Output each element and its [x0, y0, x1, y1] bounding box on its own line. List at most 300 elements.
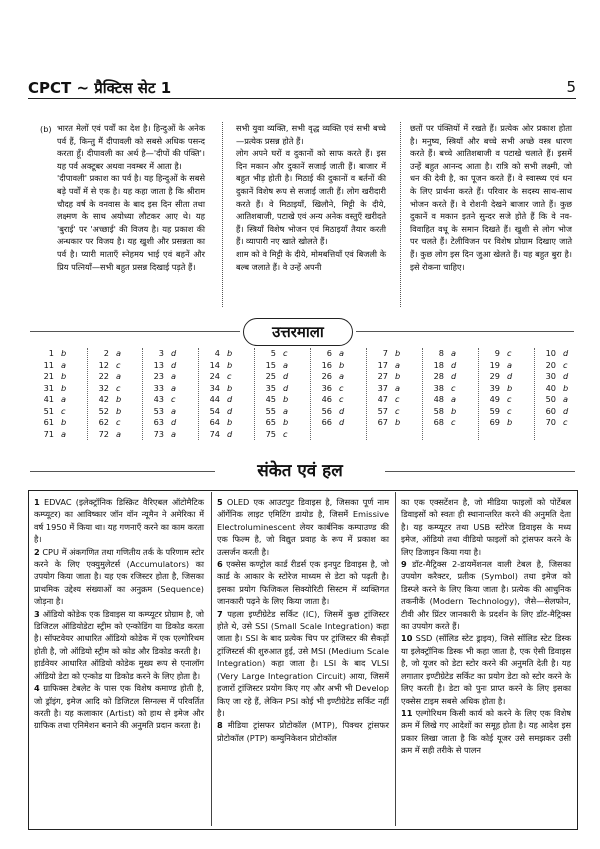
solutions-column-1	[34, 496, 204, 732]
solution-number: 8	[217, 720, 223, 731]
answer-option: b	[61, 348, 67, 358]
solution-item	[34, 657, 204, 682]
passage-paragraph: छतों पर पंक्तियों में रखते हैं। प्रत्येक ओर प्रकाश होता है। मनुष्य, स्त्रियाँ और बच्चे सभी अच्छे वस्त्र धारण करते हैं। बच्चे आतिशबाजी व पटाखे चलाते हैं। इसमें उन्हें बहुत आनन्द आता है। रात्रि को सभी लक्ष्मी, जो धन की देवी है, का पूजन करते हैं। वे स्वास्थ्य एवं धन के लिए प्रार्थना करते हैं। परिवार के सदस्य साथ-साथ भोजन करते हैं। वे रोशनी देखने बाजार जाते हैं। कुछ दुकानें व मकान इतने सुन्दर सजे होते हैं कि वे नव-विवाहित वधू के समान दिखते हैं। खुशी से लोग भोज पर चलते हैं। टेलीविजन पर विशेष प्रोग्राम दिखाए जाते हैं। कुछ लोग इस दिन जुआ खेलते हैं। यह बहुत बुरा है। इसे रोकना चाहिए।	[410, 123, 572, 272]
passage-paragraph: 'दीपावली' प्रकाश का पर्व है। यह हिन्दुओं के सबसे बड़े पर्वों में से एक है। यह कहा जाता है कि श्रीराम चौदह वर्ष के वनवास के बाद इस दिन सीता तथा लक्ष्मण के साथ अयोध्या लौटकर आए थे। यह 'बुराई' पर 'अच्छाई' की विजय है। यह प्रकाश की अन्धकार पर विजय है। यह खुशी और प्रसन्नता का पर्व है। प्यारी माताएँ स्नेहमय भाई एवं बहनें और प्रिय पत्नियाँ—सभी बहुत प्रसन्न दिखाई पड़ते हैं।	[57, 173, 205, 272]
solution-item	[401, 558, 571, 632]
answer-option: c	[395, 405, 400, 416]
question-number: 38	[433, 382, 444, 393]
answer-option: d	[339, 405, 345, 416]
question-number: 36	[321, 382, 332, 393]
answer-row	[422, 417, 478, 429]
question-number: 2	[103, 348, 109, 358]
answer-option: d	[283, 382, 289, 393]
solution-text: हार्डवेयर आधारित ऑडियो कोडेक मुख्य रूप से एनालॉग ऑडियो डेटा को एन्कोड या डिकोड करने के लिए होता है।	[34, 658, 204, 681]
question-number: 52	[98, 405, 109, 416]
question-number: 51	[43, 405, 54, 416]
answer-row	[87, 406, 143, 418]
question-number: 58	[433, 405, 444, 416]
question-number: 30	[545, 371, 556, 381]
answer-row	[254, 394, 310, 406]
answer-row	[310, 360, 366, 372]
answer-option: c	[507, 348, 512, 358]
question-number: 11	[43, 359, 54, 370]
page-header	[28, 76, 576, 98]
answer-option: b	[395, 417, 401, 427]
answer-option: c	[171, 394, 176, 404]
answer-row	[478, 371, 534, 383]
question-number: 26	[321, 371, 332, 381]
answer-option: d	[227, 394, 233, 404]
question-number: 70	[545, 417, 556, 427]
answer-row	[422, 371, 478, 383]
answer-column-divider	[366, 348, 367, 440]
answer-row	[478, 417, 534, 429]
question-number: 4	[214, 348, 220, 358]
answer-row	[198, 348, 254, 360]
answer-row	[478, 406, 534, 418]
answer-option: c	[339, 394, 344, 404]
answer-row	[422, 360, 478, 372]
answer-option: b	[507, 382, 513, 393]
answer-option: a	[395, 359, 401, 370]
answer-column-divider	[478, 348, 479, 440]
answer-row	[254, 383, 310, 395]
answer-row	[87, 417, 143, 429]
answer-row	[310, 371, 366, 383]
solution-text: SSD (सॉलिड स्टेट ड्राइव), जिसे सॉलिड स्टेट डिस्क या इलेक्ट्रॉनिक डिस्क भी कहा जाता है, एक ऐसी डिवाइस है, जो यूजर को डेटा स्टोर करने की अनुमति देती है। यह लगातार इण्टीग्रेटेड सर्किट का प्रयोग डेटा को स्टोर करने के लिए करती है। डेटा को पुनः प्राप्त करने के लिए इसका एक्सेस टाइम सबसे अधिक होता है।	[401, 633, 571, 706]
answer-option: c	[563, 417, 568, 427]
answer-option: a	[61, 359, 67, 370]
answer-option: b	[339, 359, 345, 370]
answer-option: b	[227, 359, 233, 370]
solution-item	[401, 496, 571, 558]
answer-option: a	[61, 394, 67, 404]
solution-text: एल्गोरिथम किसी कार्य को करने के लिए एक विशेष क्रम में लिखे गए आदेशों का समूह होता है। यह आदेश इस प्रकार लिखा जाता है कि कोई यूजर उसे समझकर उसी क्रम में सही तरीके से पालन	[401, 707, 571, 756]
question-number: 14	[209, 359, 220, 370]
solution-text: ऑडियो कोडेक एक डिवाइस या कम्प्यूटर प्रोग्राम है, जो डिजिटल ऑडियोडेटा स्ट्रीम को एन्कोडिंग या डिकोड करता है। सॉफ्टवेयर आधारित ऑडियो कोडेक में एक एल्गोरिथम होती है, जो ऑडियो स्ट्रीम को कोड और डिकोड करती है।	[34, 608, 204, 656]
question-number: 61	[43, 417, 54, 427]
answer-option: c	[116, 417, 121, 427]
solution-number: 6	[217, 559, 223, 570]
question-number: 35	[265, 382, 276, 393]
answer-option: b	[507, 417, 513, 427]
answer-option: a	[171, 405, 177, 416]
question-number: 29	[489, 371, 500, 381]
question-number: 21	[43, 371, 54, 381]
passage-column-1	[57, 122, 205, 273]
answer-option: c	[283, 348, 288, 358]
answer-option: c	[116, 359, 121, 370]
passage-paragraph: लोग अपने घरों व दुकानों को साफ करते हैं। इस दिन मकान और दुकानें सजाई जाती हैं। बाजार में बहुत भीड़ होती है। मिठाई की दुकानों व बर्तनों की दुकानें विशेष रूप से सजाई जाती हैं। लोग खरीदारी करते हैं। वे मिठाइयाँ, खिलौने, मिट्टी के दीये, आतिशबाजी, पटाखे एवं अन्य अनेक वस्तुएँ खरीदते हैं। स्त्रियाँ विशेष भोजन एवं मिठाइयाँ तैयार करती हैं। व्यापारी नए खाते खोलते हैं।	[236, 148, 386, 247]
answer-option: a	[116, 428, 122, 439]
question-number: 48	[433, 394, 444, 404]
answer-option: d	[451, 359, 457, 370]
answer-option: a	[61, 428, 67, 439]
answer-row	[32, 429, 88, 441]
question-number: 17	[377, 359, 388, 370]
answer-option: c	[451, 382, 456, 393]
solution-item	[34, 496, 204, 546]
question-number: 64	[209, 417, 220, 427]
question-number: 39	[489, 382, 500, 393]
solution-text: CPU में अंकगणित तथा गणितीय तर्क के परिणाम स्टोर करने के लिए एक्युमुलेटर्स (Accumulators) का उपयोग किया जाता है। यह एक रजिस्टर होता है, जिसका प्राथमिक उद्देश्य संख्याओं का अनुक्रम (Sequence) जोड़ना है।	[34, 546, 204, 607]
question-number: 57	[377, 405, 388, 416]
question-number: 59	[489, 405, 500, 416]
solution-number: 5	[217, 497, 223, 507]
question-number: 27	[377, 371, 388, 381]
answer-option: b	[61, 417, 67, 427]
answer-option: a	[171, 371, 177, 381]
solution-number: 2	[34, 546, 40, 557]
answer-row	[32, 406, 88, 418]
answer-option: a	[507, 359, 513, 370]
answer-row	[198, 406, 254, 418]
question-number: 63	[153, 417, 164, 427]
question-number: 60	[545, 405, 556, 416]
solution-item	[217, 719, 389, 744]
question-number: 32	[98, 382, 109, 393]
question-number: 67	[377, 417, 388, 427]
question-number: 71	[43, 428, 54, 439]
answer-option: b	[283, 417, 289, 427]
question-number: 53	[153, 405, 164, 416]
answer-row	[87, 360, 143, 372]
answer-row	[142, 371, 198, 383]
answer-option: d	[171, 359, 177, 370]
question-number: 34	[209, 382, 220, 393]
answer-option: d	[563, 371, 569, 381]
answer-option: a	[563, 394, 569, 404]
question-number: 16	[321, 359, 332, 370]
question-number: 7	[382, 348, 388, 358]
answer-option: d	[171, 348, 177, 358]
answer-row	[310, 383, 366, 395]
answer-option: b	[227, 348, 233, 358]
answer-column	[422, 348, 478, 429]
question-number: 22	[98, 371, 109, 381]
heading-rule	[385, 471, 575, 472]
question-number: 24	[209, 371, 220, 381]
answer-option: b	[451, 405, 457, 416]
answer-column-divider	[534, 348, 535, 440]
answer-row	[32, 360, 88, 372]
solution-text: डॉट-मैट्रिक्स 2-डायमेंशनल वाली टेबल है, जिसका उपयोग करैक्टर, प्रतीक (Symbol) तथा इमेज को डिस्प्ले करने के लिए किया जाता है। प्रत्येक की आधुनिक तकनीकें (Modern Technology), जैसे—सेलफोन, टीवी और प्रिंटर जानकारी के प्रदर्शन के लिए डॉट-मैट्रिक्स का उपयोग करते हैं।	[401, 559, 571, 632]
answer-row	[366, 360, 422, 372]
answer-option: a	[395, 382, 401, 393]
answer-option: b	[227, 382, 233, 393]
heading-rule	[30, 471, 215, 472]
answer-row	[142, 383, 198, 395]
answer-option: a	[171, 382, 177, 393]
question-number: 75	[265, 428, 276, 439]
answer-row	[142, 406, 198, 418]
answer-option: a	[171, 428, 177, 439]
column-divider	[211, 492, 212, 826]
answer-option: a	[339, 371, 345, 381]
answer-option: d	[283, 371, 289, 381]
answer-option: d	[507, 371, 513, 381]
question-number: 10	[545, 348, 556, 358]
answer-column-divider	[422, 348, 423, 440]
passage-paragraph: सभी युवा व्यक्ति, सभी वृद्ध व्यक्ति एवं सभी बच्चे—प्रत्येक प्रसन्न होते हैं।	[236, 123, 386, 146]
question-number: 45	[265, 394, 276, 404]
page-number: 5	[566, 78, 576, 96]
answer-option: d	[563, 348, 569, 358]
answer-column-divider	[142, 348, 143, 440]
answer-row	[32, 348, 88, 360]
answer-row	[198, 371, 254, 383]
solution-number: 4	[34, 683, 40, 694]
solutions-heading: संकेत एवं हल	[257, 461, 343, 481]
answer-option: b	[395, 348, 401, 358]
answer-row	[366, 394, 422, 406]
answer-option: a	[451, 348, 457, 358]
answer-option: c	[227, 371, 232, 381]
answer-row	[254, 371, 310, 383]
solution-text: एक्सेस कण्ट्रोल कार्ड रीडर्स एक इनपुट डिवाइस है, जो कार्ड के आकार के स्टोरेज माध्यम से डेटा को पढ़ती है। इसका प्रयोग फिजिकल सिक्योरिटी सिस्टम में व्यक्तिगत जानकारी पढ़ने के लिए किया जाता है।	[217, 559, 389, 607]
question-number: 31	[43, 382, 54, 393]
answer-row	[142, 348, 198, 360]
question-number: 28	[433, 371, 444, 381]
answer-row	[310, 394, 366, 406]
answer-row	[32, 394, 88, 406]
question-number: 74	[209, 428, 220, 439]
question-number: 25	[265, 371, 276, 381]
passage-column-2	[236, 122, 386, 273]
answer-option: b	[227, 417, 233, 427]
answer-option: c	[451, 417, 456, 427]
answer-column	[534, 348, 590, 429]
solution-item	[217, 608, 389, 720]
answer-row	[87, 394, 143, 406]
solution-text: पहला इण्टीग्रेटेड सर्किट (IC), जिसमें कुछ ट्रांजिस्टर होते थे, उसे SSI (Small Scale Integration) कहा जाता है। SSI के बाद प्रत्येक चिप पर ट्रांजिस्टर की सैकड़ों ट्रांजिस्टर्स की शुरुआत हुई, उसे MSI (Medium Scale Integration) कहा जाता है। LSI के बाद VLSI (Very Large Integration Circuit) आया, जिसमें हजारों ट्रांजिस्टर प्रयोग किए गए और अभी भी Develop किए जा रहे हैं, लेकिन PSI कोई भी इण्टीग्रेटेड सर्किट नहीं है।	[217, 608, 389, 718]
question-number: 40	[545, 382, 556, 393]
answer-option: c	[395, 394, 400, 404]
solution-item	[401, 632, 571, 706]
question-number: 50	[545, 394, 556, 404]
answer-row	[534, 360, 590, 372]
question-number: 56	[321, 405, 332, 416]
answer-row	[198, 429, 254, 441]
passage-column-3	[410, 122, 572, 273]
answer-column-divider	[254, 348, 255, 440]
column-divider	[395, 492, 396, 826]
answer-row	[87, 383, 143, 395]
answer-option: c	[563, 359, 568, 370]
answer-row	[534, 348, 590, 360]
solution-number: 11	[401, 707, 413, 718]
solution-item	[34, 608, 204, 658]
question-number: 15	[265, 359, 276, 370]
answer-option: a	[451, 394, 457, 404]
answer-option: b	[61, 382, 67, 393]
solution-number: 1	[34, 497, 40, 507]
answer-row	[32, 371, 88, 383]
question-number: 66	[321, 417, 332, 427]
question-number: 3	[158, 348, 164, 358]
question-number: 54	[209, 405, 220, 416]
solution-item	[34, 546, 204, 608]
solution-number: 3	[34, 608, 40, 619]
question-number: 8	[438, 348, 444, 358]
answer-option: b	[116, 405, 122, 416]
question-number: 41	[43, 394, 54, 404]
header-rule	[28, 98, 576, 99]
answer-row	[142, 417, 198, 429]
answer-row	[254, 360, 310, 372]
solution-item	[217, 496, 389, 558]
question-number: 72	[98, 428, 109, 439]
column-divider	[222, 122, 223, 307]
answer-option: b	[395, 371, 401, 381]
answer-option: a	[116, 348, 122, 358]
answer-row	[366, 383, 422, 395]
solution-number: 7	[217, 608, 223, 619]
answer-column	[310, 348, 366, 429]
column-divider	[400, 122, 401, 307]
solution-item	[217, 558, 389, 608]
answer-column-divider	[198, 348, 199, 440]
answer-row	[534, 371, 590, 383]
question-number: 23	[153, 371, 164, 381]
answer-column-divider	[310, 348, 311, 440]
answer-option: a	[283, 359, 289, 370]
question-label: (b)	[40, 124, 52, 134]
solution-text: मीडिया ट्रांसफर प्रोटोकॉल (MTP), पिक्चर ट्रांसफर प्रोटोकॉल (PTP) कम्युनिकेशन प्रोटोकॉल	[217, 720, 389, 743]
answer-option: c	[283, 428, 288, 439]
answer-row	[478, 348, 534, 360]
answer-row	[87, 348, 143, 360]
passage-paragraph: शाम को वे मिट्टी के दीये, मोमबत्तियाँ एवं बिजली के बल्ब जलाते हैं। वे उन्हें अपनी	[236, 248, 386, 272]
answer-row	[254, 348, 310, 360]
question-number: 37	[377, 382, 388, 393]
solution-text: OLED एक आउटपुट डिवाइस है, जिसका पूर्ण नाम ऑर्गेनिक लाइट एमिटिंग डायोड है, जिसमें Emissive Electroluminescent लेयर कार्बनिक कम्पाउण्ड की एक फिल्म है, जो विद्युत प्रवाह के रूप में प्रकाश का उत्सर्जन करती है।	[217, 497, 389, 557]
question-number: 69	[489, 417, 500, 427]
answer-row	[422, 406, 478, 418]
answer-row	[366, 348, 422, 360]
answer-row	[254, 406, 310, 418]
answer-column	[32, 348, 88, 440]
solution-number: 9	[401, 559, 407, 570]
passage-paragraph: भारत मेलों एवं पर्वों का देश है। हिन्दुओं के अनेक पर्व हैं, किन्तु मैं दीपावली को सबसे अधिक पसन्द करता हूँ। दीपावली का अर्थ है—'दीपों की पंक्ति'। यह पर्व अक्टूबर अथवा नवम्बर में आता है।	[57, 123, 205, 171]
answer-row	[142, 360, 198, 372]
answer-row	[142, 394, 198, 406]
answer-row	[254, 417, 310, 429]
answer-option: a	[339, 348, 345, 358]
question-number: 12	[98, 359, 109, 370]
answer-option: d	[451, 371, 457, 381]
answer-row	[198, 360, 254, 372]
answer-option: d	[227, 428, 233, 439]
question-number: 6	[326, 348, 332, 358]
answer-row	[32, 383, 88, 395]
answer-option: c	[339, 382, 344, 393]
answer-option: c	[61, 405, 66, 416]
answer-row	[87, 371, 143, 383]
question-number: 55	[265, 405, 276, 416]
page-title: CPCT ~ प्रैक्टिस सेट 1	[28, 79, 172, 97]
answer-option: a	[283, 405, 289, 416]
answer-row	[198, 417, 254, 429]
answer-row	[478, 360, 534, 372]
answer-option: d	[227, 405, 233, 416]
question-number: 9	[494, 348, 500, 358]
answer-row	[534, 383, 590, 395]
question-number: 43	[153, 394, 164, 404]
answer-option: d	[563, 405, 569, 416]
answer-column	[478, 348, 534, 429]
answer-column	[87, 348, 143, 440]
question-number: 42	[98, 394, 109, 404]
answer-option: c	[507, 394, 512, 404]
answer-option: d	[171, 417, 177, 427]
question-number: 47	[377, 394, 388, 404]
answer-option: b	[116, 394, 122, 404]
solution-item	[401, 707, 571, 757]
question-number: 68	[433, 417, 444, 427]
answer-row	[310, 417, 366, 429]
question-number: 46	[321, 394, 332, 404]
solution-text: ग्राफिक्स टेबलेट के पास एक विशेष कमाण्ड होती है, जो ड्रॉइंग, इमेज आदि को डिजिटल सिग्नल्स में परिवर्तित करती है। यह कलाकार (Artist) को हाथ से इमेज और ग्राफिक तथा एनिमेशन बनाने की अनुमति प्रदान करता है।	[34, 683, 204, 731]
answer-row	[366, 406, 422, 418]
answer-row	[478, 383, 534, 395]
question-number: 18	[433, 359, 444, 370]
question-number: 33	[153, 382, 164, 393]
question-number: 1	[48, 348, 54, 358]
answer-row	[198, 383, 254, 395]
answer-option: c	[507, 405, 512, 416]
answer-row	[310, 348, 366, 360]
answer-column	[254, 348, 310, 440]
solution-number: 10	[401, 633, 413, 644]
answer-row	[32, 417, 88, 429]
answer-option: b	[61, 371, 67, 381]
solution-text: का एक एक्सटेंशन है, जो मीडिया फाइलों को पोर्टेबल डिवाइसों को स्वतः ही स्थानान्तरित करने की अनुमति देता है। यह कम्प्यूटर तथा USB स्टोरेज डिवाइस के मध्य इमेज, ऑडियो तथा वीडियो फाइलों को ट्रांसफर करने के लिए डिजाइन किया गया है।	[401, 497, 571, 557]
answer-option: a	[116, 371, 122, 381]
question-number: 62	[98, 417, 109, 427]
question-number: 5	[270, 348, 276, 358]
answer-row	[534, 417, 590, 429]
question-number: 73	[153, 428, 164, 439]
question-number: 13	[153, 359, 164, 370]
question-number: 20	[545, 359, 556, 370]
answer-option: b	[563, 382, 569, 393]
question-number: 65	[265, 417, 276, 427]
answer-row	[534, 394, 590, 406]
answer-column	[366, 348, 422, 429]
answer-row	[142, 429, 198, 441]
answer-row	[310, 406, 366, 418]
heading-rule	[30, 331, 240, 332]
answer-row	[254, 429, 310, 441]
heading-rule	[356, 331, 574, 332]
answer-row	[422, 348, 478, 360]
answer-row	[366, 417, 422, 429]
answer-option: c	[116, 382, 121, 393]
question-number: 44	[209, 394, 220, 404]
question-number: 19	[489, 359, 500, 370]
answer-row	[198, 394, 254, 406]
answer-option: d	[339, 417, 345, 427]
solutions-column-3	[401, 496, 571, 757]
solutions-column-2	[217, 496, 389, 744]
answer-row	[422, 383, 478, 395]
answer-row	[366, 371, 422, 383]
answer-row	[534, 406, 590, 418]
solution-item	[34, 682, 204, 732]
question-number: 49	[489, 394, 500, 404]
answer-key-heading: उत्तरमाला	[243, 318, 353, 346]
